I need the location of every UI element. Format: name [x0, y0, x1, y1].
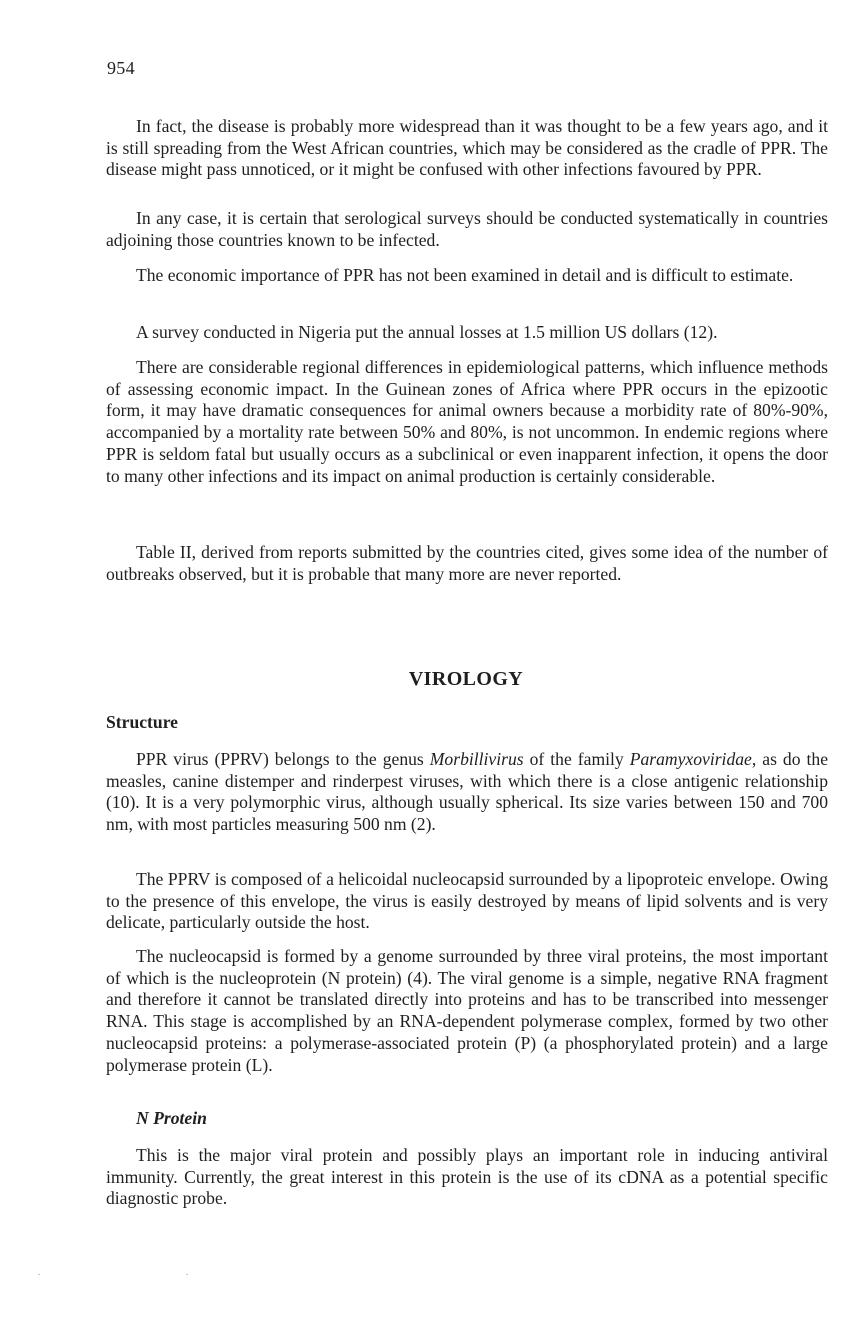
scan-speck: [186, 1274, 188, 1275]
paragraph-economic-importance: The economic importance of PPR has not been examined in detail and is difficult to estimate.: [136, 265, 794, 285]
paragraph-table-ii: Table II, derived from reports submitted by the countries cited, gives some idea of the number of outbreaks observed, but it is probable that many more are never reported.: [106, 542, 828, 584]
subheading-structure: Structure: [106, 712, 178, 732]
text-fragment: , as do the measles, canine distemper and rinderpest viruses, with which there is a close antigenic relationship (10). It is a very polymorphic virus, although usually spherical. Its size varies between 150 and 700 nm, with most particles measuring 500 nm (2).: [106, 749, 829, 835]
genus-name: Morbillivirus: [429, 749, 524, 769]
subheading-n-protein: N Protein: [136, 1108, 207, 1128]
paragraph-serological-surveys: In any case, it is certain that serological surveys should be conducted systematically in countries adjoining those countries known to be infected.: [106, 208, 828, 250]
paragraph-spread: In fact, the disease is probably more widespread than it was thought to be a few years ago, and it is still spreading from the West African countries, which may be considered as the cradle of PPR. The disease might pass unnoticed, or it might be confused with other infections favoured by PPR.: [106, 116, 828, 180]
family-name: Paramyxoviridae: [629, 749, 752, 769]
paragraph-nucleocapsid: The nucleocapsid is formed by a genome surrounded by three viral proteins, the most important of which is the nucleoprotein (N protein) (4). The viral genome is a simple, negative RNA fragment and therefore it cannot be translated directly into proteins and has to be transcribed into messenger RNA. This stage is accomplished by an RNA-dependent polymerase complex, formed by two other nucleocapsid proteins: a polymerase-associated protein (P) (a phosphorylated protein) and a large polymerase protein (L).: [106, 946, 828, 1075]
text-fragment: PPR virus (PPRV) belongs to the genus: [136, 749, 430, 769]
scan-speck: [38, 1274, 40, 1275]
paragraph-genus-family: [106, 749, 828, 836]
paragraph-n-protein: This is the major viral protein and possibly plays an important role in inducing antiviral immunity. Currently, the great interest in this protein is the use of its cDNA as a potential specific diagnostic probe.: [106, 1145, 828, 1209]
text-fragment: of the family: [523, 749, 630, 769]
paragraph-nigeria-survey: A survey conducted in Nigeria put the annual losses at 1.5 million US dollars (12).: [136, 322, 718, 342]
section-heading: VIROLOGY: [408, 668, 524, 690]
page-number: 954: [107, 58, 135, 78]
paragraph-regional-differences: There are considerable regional differences in epidemiological patterns, which influence methods of assessing economic impact. In the Guinean zones of Africa where PPR occurs in the epizootic form, it may have dramatic consequences for animal owners because a morbidity rate of 80%-90%, accompanied by a mortality rate between 50% and 80%, is not uncommon. In endemic regions where PPR is seldom fatal but usually occurs as a subclinical or even inapparent infection, it opens the door to many other infections and its impact on animal production is certainly considerable.: [106, 357, 828, 486]
paragraph-composition: The PPRV is composed of a helicoidal nucleocapsid surrounded by a lipoproteic envelope. Owing to the presence of this envelope, the virus is easily destroyed by means of lipid solvents and is very delicate, particularly outside the host.: [106, 869, 828, 933]
